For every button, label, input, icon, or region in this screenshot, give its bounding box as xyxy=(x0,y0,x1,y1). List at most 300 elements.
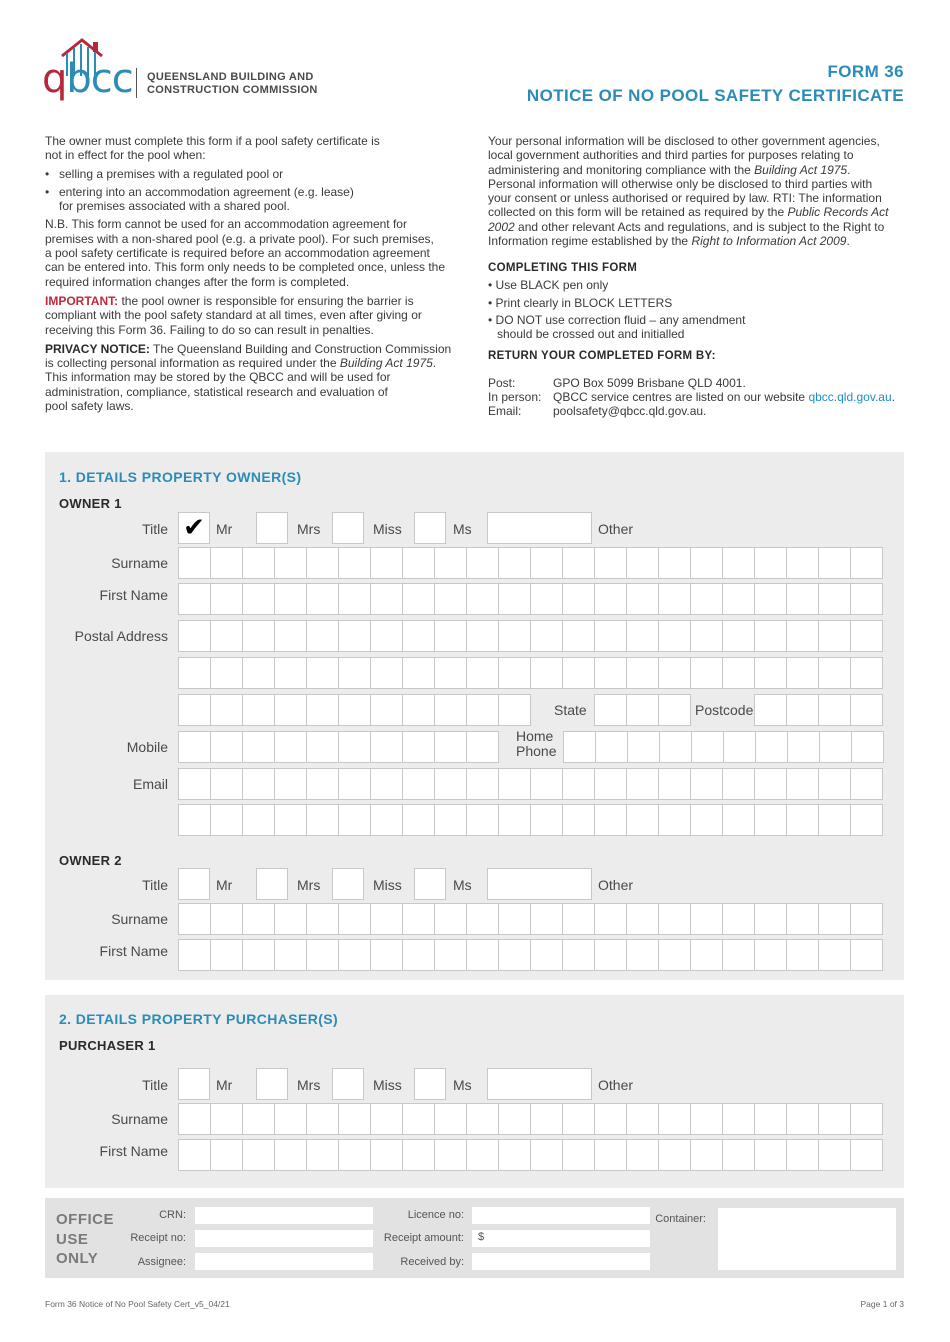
character-cell[interactable] xyxy=(467,805,499,835)
character-cell[interactable] xyxy=(851,904,883,934)
character-cell[interactable] xyxy=(563,904,595,934)
character-cell[interactable] xyxy=(499,1104,531,1134)
container-input[interactable] xyxy=(718,1208,896,1270)
character-cell[interactable] xyxy=(755,940,787,970)
character-cell[interactable] xyxy=(403,940,435,970)
character-cell[interactable] xyxy=(755,769,787,799)
character-cell[interactable] xyxy=(851,1140,883,1170)
character-cell[interactable] xyxy=(275,1104,307,1134)
character-cell[interactable] xyxy=(275,695,307,725)
receipt-no-input[interactable] xyxy=(195,1230,373,1247)
owner1-address-line2-input[interactable] xyxy=(178,657,883,689)
character-cell[interactable] xyxy=(755,1104,787,1134)
character-cell[interactable] xyxy=(595,584,627,614)
character-cell[interactable] xyxy=(435,695,467,725)
owner1-home-phone-input[interactable] xyxy=(563,731,884,763)
character-cell[interactable] xyxy=(179,584,211,614)
character-cell[interactable] xyxy=(243,1104,275,1134)
character-cell[interactable] xyxy=(755,548,787,578)
character-cell[interactable] xyxy=(691,621,723,651)
owner1-state-input[interactable] xyxy=(594,694,691,726)
character-cell[interactable] xyxy=(659,904,691,934)
character-cell[interactable] xyxy=(403,769,435,799)
character-cell[interactable] xyxy=(723,548,755,578)
title-miss-checkbox[interactable] xyxy=(332,1068,364,1100)
character-cell[interactable] xyxy=(595,769,627,799)
character-cell[interactable] xyxy=(627,621,659,651)
character-cell[interactable] xyxy=(435,658,467,688)
character-cell[interactable] xyxy=(851,695,883,725)
character-cell[interactable] xyxy=(819,904,851,934)
character-cell[interactable] xyxy=(723,584,755,614)
character-cell[interactable] xyxy=(275,904,307,934)
character-cell[interactable] xyxy=(627,658,659,688)
character-cell[interactable] xyxy=(371,1140,403,1170)
character-cell[interactable] xyxy=(563,940,595,970)
character-cell[interactable] xyxy=(371,658,403,688)
character-cell[interactable] xyxy=(723,904,755,934)
character-cell[interactable] xyxy=(371,548,403,578)
character-cell[interactable] xyxy=(243,584,275,614)
character-cell[interactable] xyxy=(275,732,307,762)
purchaser1-surname-input[interactable] xyxy=(178,1103,883,1135)
character-cell[interactable] xyxy=(339,904,371,934)
owner1-email-line1-input[interactable] xyxy=(178,768,883,800)
character-cell[interactable] xyxy=(531,548,563,578)
character-cell[interactable] xyxy=(820,732,852,762)
character-cell[interactable] xyxy=(435,584,467,614)
character-cell[interactable] xyxy=(179,658,211,688)
owner1-first-name-input[interactable] xyxy=(178,583,883,615)
owner2-first-name-input[interactable] xyxy=(178,939,883,971)
character-cell[interactable] xyxy=(499,695,531,725)
character-cell[interactable] xyxy=(691,1140,723,1170)
title-other-input[interactable] xyxy=(487,1068,592,1100)
character-cell[interactable] xyxy=(499,1140,531,1170)
character-cell[interactable] xyxy=(595,621,627,651)
character-cell[interactable] xyxy=(691,940,723,970)
character-cell[interactable] xyxy=(243,805,275,835)
character-cell[interactable] xyxy=(467,548,499,578)
website-link[interactable]: qbcc.qld.gov.au xyxy=(808,390,892,404)
character-cell[interactable] xyxy=(467,658,499,688)
crn-input[interactable] xyxy=(195,1207,373,1224)
character-cell[interactable] xyxy=(467,769,499,799)
character-cell[interactable] xyxy=(659,1140,691,1170)
owner1-surname-input[interactable] xyxy=(178,547,883,579)
character-cell[interactable] xyxy=(307,805,339,835)
character-cell[interactable] xyxy=(467,695,499,725)
character-cell[interactable] xyxy=(787,621,819,651)
character-cell[interactable] xyxy=(628,732,660,762)
character-cell[interactable] xyxy=(563,658,595,688)
character-cell[interactable] xyxy=(723,940,755,970)
character-cell[interactable] xyxy=(627,805,659,835)
character-cell[interactable] xyxy=(819,1104,851,1134)
character-cell[interactable] xyxy=(179,904,211,934)
character-cell[interactable] xyxy=(403,1140,435,1170)
character-cell[interactable] xyxy=(852,732,884,762)
character-cell[interactable] xyxy=(467,621,499,651)
character-cell[interactable] xyxy=(787,805,819,835)
character-cell[interactable] xyxy=(211,805,243,835)
form-title: NOTICE OF NO POOL SAFETY CERTIFICATE xyxy=(526,86,904,105)
character-cell[interactable] xyxy=(179,805,211,835)
character-cell[interactable] xyxy=(403,1104,435,1134)
character-cell[interactable] xyxy=(755,584,787,614)
character-cell[interactable] xyxy=(179,621,211,651)
owner1-mobile-input[interactable] xyxy=(178,731,499,763)
character-cell[interactable] xyxy=(787,695,819,725)
character-cell[interactable] xyxy=(563,1140,595,1170)
character-cell[interactable] xyxy=(627,904,659,934)
character-cell[interactable] xyxy=(563,548,595,578)
character-cell[interactable] xyxy=(787,548,819,578)
character-cell[interactable] xyxy=(211,769,243,799)
character-cell[interactable] xyxy=(563,1104,595,1134)
character-cell[interactable] xyxy=(179,732,211,762)
character-cell[interactable] xyxy=(403,548,435,578)
character-cell[interactable] xyxy=(531,621,563,651)
character-cell[interactable] xyxy=(659,805,691,835)
character-cell[interactable] xyxy=(787,940,819,970)
character-cell[interactable] xyxy=(787,1104,819,1134)
title-mrs-checkbox[interactable] xyxy=(256,512,288,544)
character-cell[interactable] xyxy=(211,1140,243,1170)
character-cell[interactable] xyxy=(787,904,819,934)
disclosure-text: . xyxy=(846,234,850,249)
character-cell[interactable] xyxy=(723,805,755,835)
character-cell[interactable] xyxy=(819,584,851,614)
title-mrs-checkbox[interactable] xyxy=(256,1068,288,1100)
character-cell[interactable] xyxy=(531,769,563,799)
character-cell[interactable] xyxy=(595,1140,627,1170)
character-cell[interactable] xyxy=(499,548,531,578)
character-cell[interactable] xyxy=(755,904,787,934)
character-cell[interactable] xyxy=(563,584,595,614)
character-cell[interactable] xyxy=(692,732,724,762)
character-cell[interactable] xyxy=(435,621,467,651)
character-cell[interactable] xyxy=(723,658,755,688)
character-cell[interactable] xyxy=(691,658,723,688)
character-cell[interactable] xyxy=(243,548,275,578)
character-cell[interactable] xyxy=(307,769,339,799)
character-cell[interactable] xyxy=(819,1140,851,1170)
character-cell[interactable] xyxy=(595,548,627,578)
character-cell[interactable] xyxy=(211,1104,243,1134)
character-cell[interactable] xyxy=(243,621,275,651)
title-ms-checkbox[interactable] xyxy=(414,868,446,900)
character-cell[interactable] xyxy=(435,732,467,762)
owner1-email-line2-input[interactable] xyxy=(178,804,883,836)
character-cell[interactable] xyxy=(435,769,467,799)
character-cell[interactable] xyxy=(788,732,820,762)
owner2-surname-input[interactable] xyxy=(178,903,883,935)
character-cell[interactable] xyxy=(659,1104,691,1134)
character-cell[interactable] xyxy=(243,904,275,934)
character-cell[interactable] xyxy=(307,1140,339,1170)
character-cell[interactable] xyxy=(627,940,659,970)
character-cell[interactable] xyxy=(819,940,851,970)
character-cell[interactable] xyxy=(563,621,595,651)
title-mr-checkbox[interactable] xyxy=(178,868,210,900)
character-cell[interactable] xyxy=(723,769,755,799)
character-cell[interactable] xyxy=(307,904,339,934)
character-cell[interactable] xyxy=(307,1104,339,1134)
character-cell[interactable] xyxy=(819,805,851,835)
character-cell[interactable] xyxy=(499,621,531,651)
character-cell[interactable] xyxy=(339,658,371,688)
character-cell[interactable] xyxy=(787,584,819,614)
character-cell[interactable] xyxy=(851,769,883,799)
title-mr-checkbox[interactable] xyxy=(178,512,210,544)
title-other-input[interactable] xyxy=(487,868,592,900)
owner1-address-line1-input[interactable] xyxy=(178,620,883,652)
character-cell[interactable] xyxy=(659,769,691,799)
title-mrs-checkbox[interactable] xyxy=(256,868,288,900)
character-cell[interactable] xyxy=(371,1104,403,1134)
character-cell[interactable] xyxy=(723,1140,755,1170)
character-cell[interactable] xyxy=(595,658,627,688)
character-cell[interactable] xyxy=(659,695,691,725)
character-cell[interactable] xyxy=(371,940,403,970)
character-cell[interactable] xyxy=(243,1140,275,1170)
character-cell[interactable] xyxy=(371,769,403,799)
character-cell[interactable] xyxy=(787,658,819,688)
character-cell[interactable] xyxy=(659,621,691,651)
character-cell[interactable] xyxy=(403,805,435,835)
character-cell[interactable] xyxy=(467,904,499,934)
character-cell[interactable] xyxy=(691,904,723,934)
character-cell[interactable] xyxy=(275,769,307,799)
character-cell[interactable] xyxy=(531,584,563,614)
character-cell[interactable] xyxy=(211,732,243,762)
character-cell[interactable] xyxy=(243,695,275,725)
character-cell[interactable] xyxy=(403,621,435,651)
character-cell[interactable] xyxy=(275,548,307,578)
character-cell[interactable] xyxy=(339,1140,371,1170)
character-cell[interactable] xyxy=(211,584,243,614)
receipt-amount-input[interactable] xyxy=(472,1230,650,1247)
character-cell[interactable] xyxy=(275,621,307,651)
character-cell[interactable] xyxy=(595,695,627,725)
character-cell[interactable] xyxy=(851,584,883,614)
character-cell[interactable] xyxy=(531,940,563,970)
character-cell[interactable] xyxy=(531,658,563,688)
character-cell[interactable] xyxy=(787,1140,819,1170)
character-cell[interactable] xyxy=(403,584,435,614)
character-cell[interactable] xyxy=(724,732,756,762)
character-cell[interactable] xyxy=(275,1140,307,1170)
character-cell[interactable] xyxy=(339,548,371,578)
character-cell[interactable] xyxy=(339,732,371,762)
character-cell[interactable] xyxy=(723,1104,755,1134)
character-cell[interactable] xyxy=(435,1140,467,1170)
character-cell[interactable] xyxy=(627,548,659,578)
character-cell[interactable] xyxy=(307,732,339,762)
character-cell[interactable] xyxy=(595,904,627,934)
character-cell[interactable] xyxy=(339,621,371,651)
character-cell[interactable] xyxy=(435,1104,467,1134)
email-link[interactable]: poolsafety@qbcc.qld.gov.au. xyxy=(553,404,707,418)
character-cell[interactable] xyxy=(275,940,307,970)
character-cell[interactable] xyxy=(179,769,211,799)
character-cell[interactable] xyxy=(659,658,691,688)
character-cell[interactable] xyxy=(403,658,435,688)
character-cell[interactable] xyxy=(851,658,883,688)
character-cell[interactable] xyxy=(819,621,851,651)
character-cell[interactable] xyxy=(307,548,339,578)
character-cell[interactable] xyxy=(307,621,339,651)
character-cell[interactable] xyxy=(691,805,723,835)
character-cell[interactable] xyxy=(243,769,275,799)
character-cell[interactable] xyxy=(179,1104,211,1134)
assignee-input[interactable] xyxy=(195,1253,373,1270)
character-cell[interactable] xyxy=(755,658,787,688)
character-cell[interactable] xyxy=(307,940,339,970)
character-cell[interactable] xyxy=(627,1140,659,1170)
character-cell[interactable] xyxy=(627,769,659,799)
character-cell[interactable] xyxy=(179,548,211,578)
character-cell[interactable] xyxy=(467,940,499,970)
character-cell[interactable] xyxy=(211,940,243,970)
character-cell[interactable] xyxy=(243,732,275,762)
character-cell[interactable] xyxy=(851,1104,883,1134)
title-miss-checkbox[interactable] xyxy=(332,512,364,544)
character-cell[interactable] xyxy=(243,940,275,970)
character-cell[interactable] xyxy=(499,658,531,688)
title-other-input[interactable] xyxy=(487,512,592,544)
character-cell[interactable] xyxy=(563,805,595,835)
character-cell[interactable] xyxy=(819,548,851,578)
character-cell[interactable] xyxy=(435,548,467,578)
character-cell[interactable] xyxy=(211,904,243,934)
character-cell[interactable] xyxy=(371,732,403,762)
character-cell[interactable] xyxy=(435,940,467,970)
title-ms-checkbox[interactable] xyxy=(414,1068,446,1100)
character-cell[interactable] xyxy=(819,658,851,688)
character-cell[interactable] xyxy=(851,940,883,970)
character-cell[interactable] xyxy=(851,548,883,578)
character-cell[interactable] xyxy=(275,658,307,688)
character-cell[interactable] xyxy=(307,695,339,725)
character-cell[interactable] xyxy=(467,1104,499,1134)
character-cell[interactable] xyxy=(756,732,788,762)
character-cell[interactable] xyxy=(371,621,403,651)
character-cell[interactable] xyxy=(659,548,691,578)
character-cell[interactable] xyxy=(339,805,371,835)
character-cell[interactable] xyxy=(691,548,723,578)
character-cell[interactable] xyxy=(819,695,851,725)
character-cell[interactable] xyxy=(467,732,499,762)
character-cell[interactable] xyxy=(211,621,243,651)
character-cell[interactable] xyxy=(275,805,307,835)
owner1-postcode-input[interactable] xyxy=(754,694,883,726)
title-miss-checkbox[interactable] xyxy=(332,868,364,900)
character-cell[interactable] xyxy=(211,695,243,725)
title-mr-checkbox[interactable] xyxy=(178,1068,210,1100)
character-cell[interactable] xyxy=(339,695,371,725)
character-cell[interactable] xyxy=(467,1140,499,1170)
character-cell[interactable] xyxy=(179,1140,211,1170)
character-cell[interactable] xyxy=(339,584,371,614)
owner1-address-line3-input[interactable] xyxy=(178,694,531,726)
character-cell[interactable] xyxy=(659,584,691,614)
character-cell[interactable] xyxy=(371,805,403,835)
character-cell[interactable] xyxy=(659,940,691,970)
character-cell[interactable] xyxy=(499,904,531,934)
character-cell[interactable] xyxy=(275,584,307,614)
character-cell[interactable] xyxy=(403,732,435,762)
character-cell[interactable] xyxy=(595,1104,627,1134)
character-cell[interactable] xyxy=(339,769,371,799)
character-cell[interactable] xyxy=(691,1104,723,1134)
character-cell[interactable] xyxy=(403,695,435,725)
title-ms-checkbox[interactable] xyxy=(414,512,446,544)
character-cell[interactable] xyxy=(435,904,467,934)
character-cell[interactable] xyxy=(435,805,467,835)
character-cell[interactable] xyxy=(339,1104,371,1134)
character-cell[interactable] xyxy=(564,732,596,762)
character-cell[interactable] xyxy=(595,940,627,970)
character-cell[interactable] xyxy=(627,584,659,614)
character-cell[interactable] xyxy=(755,1140,787,1170)
character-cell[interactable] xyxy=(596,732,628,762)
character-cell[interactable] xyxy=(755,805,787,835)
character-cell[interactable] xyxy=(307,584,339,614)
character-cell[interactable] xyxy=(211,658,243,688)
character-cell[interactable] xyxy=(499,769,531,799)
character-cell[interactable] xyxy=(660,732,692,762)
home-phone-label xyxy=(516,729,556,759)
licence-no-input[interactable] xyxy=(472,1207,650,1224)
character-cell[interactable] xyxy=(723,621,755,651)
character-cell[interactable] xyxy=(403,904,435,934)
character-cell[interactable] xyxy=(371,904,403,934)
purchaser1-first-name-input[interactable] xyxy=(178,1139,883,1171)
character-cell[interactable] xyxy=(467,584,499,614)
character-cell[interactable] xyxy=(595,805,627,835)
character-cell[interactable] xyxy=(819,769,851,799)
received-by-input[interactable] xyxy=(472,1253,650,1270)
character-cell[interactable] xyxy=(499,584,531,614)
character-cell[interactable] xyxy=(531,904,563,934)
character-cell[interactable] xyxy=(179,695,211,725)
character-cell[interactable] xyxy=(243,658,275,688)
character-cell[interactable] xyxy=(851,621,883,651)
character-cell[interactable] xyxy=(627,695,659,725)
character-cell[interactable] xyxy=(691,584,723,614)
character-cell[interactable] xyxy=(371,695,403,725)
character-cell[interactable] xyxy=(755,621,787,651)
character-cell[interactable] xyxy=(211,548,243,578)
character-cell[interactable] xyxy=(755,695,787,725)
character-cell[interactable] xyxy=(787,769,819,799)
character-cell[interactable] xyxy=(531,1140,563,1170)
character-cell[interactable] xyxy=(307,658,339,688)
character-cell[interactable] xyxy=(627,1104,659,1134)
character-cell[interactable] xyxy=(531,805,563,835)
character-cell[interactable] xyxy=(371,584,403,614)
character-cell[interactable] xyxy=(499,940,531,970)
character-cell[interactable] xyxy=(179,940,211,970)
character-cell[interactable] xyxy=(851,805,883,835)
character-cell[interactable] xyxy=(563,769,595,799)
character-cell[interactable] xyxy=(499,805,531,835)
character-cell[interactable] xyxy=(339,940,371,970)
character-cell[interactable] xyxy=(691,769,723,799)
character-cell[interactable] xyxy=(531,1104,563,1134)
